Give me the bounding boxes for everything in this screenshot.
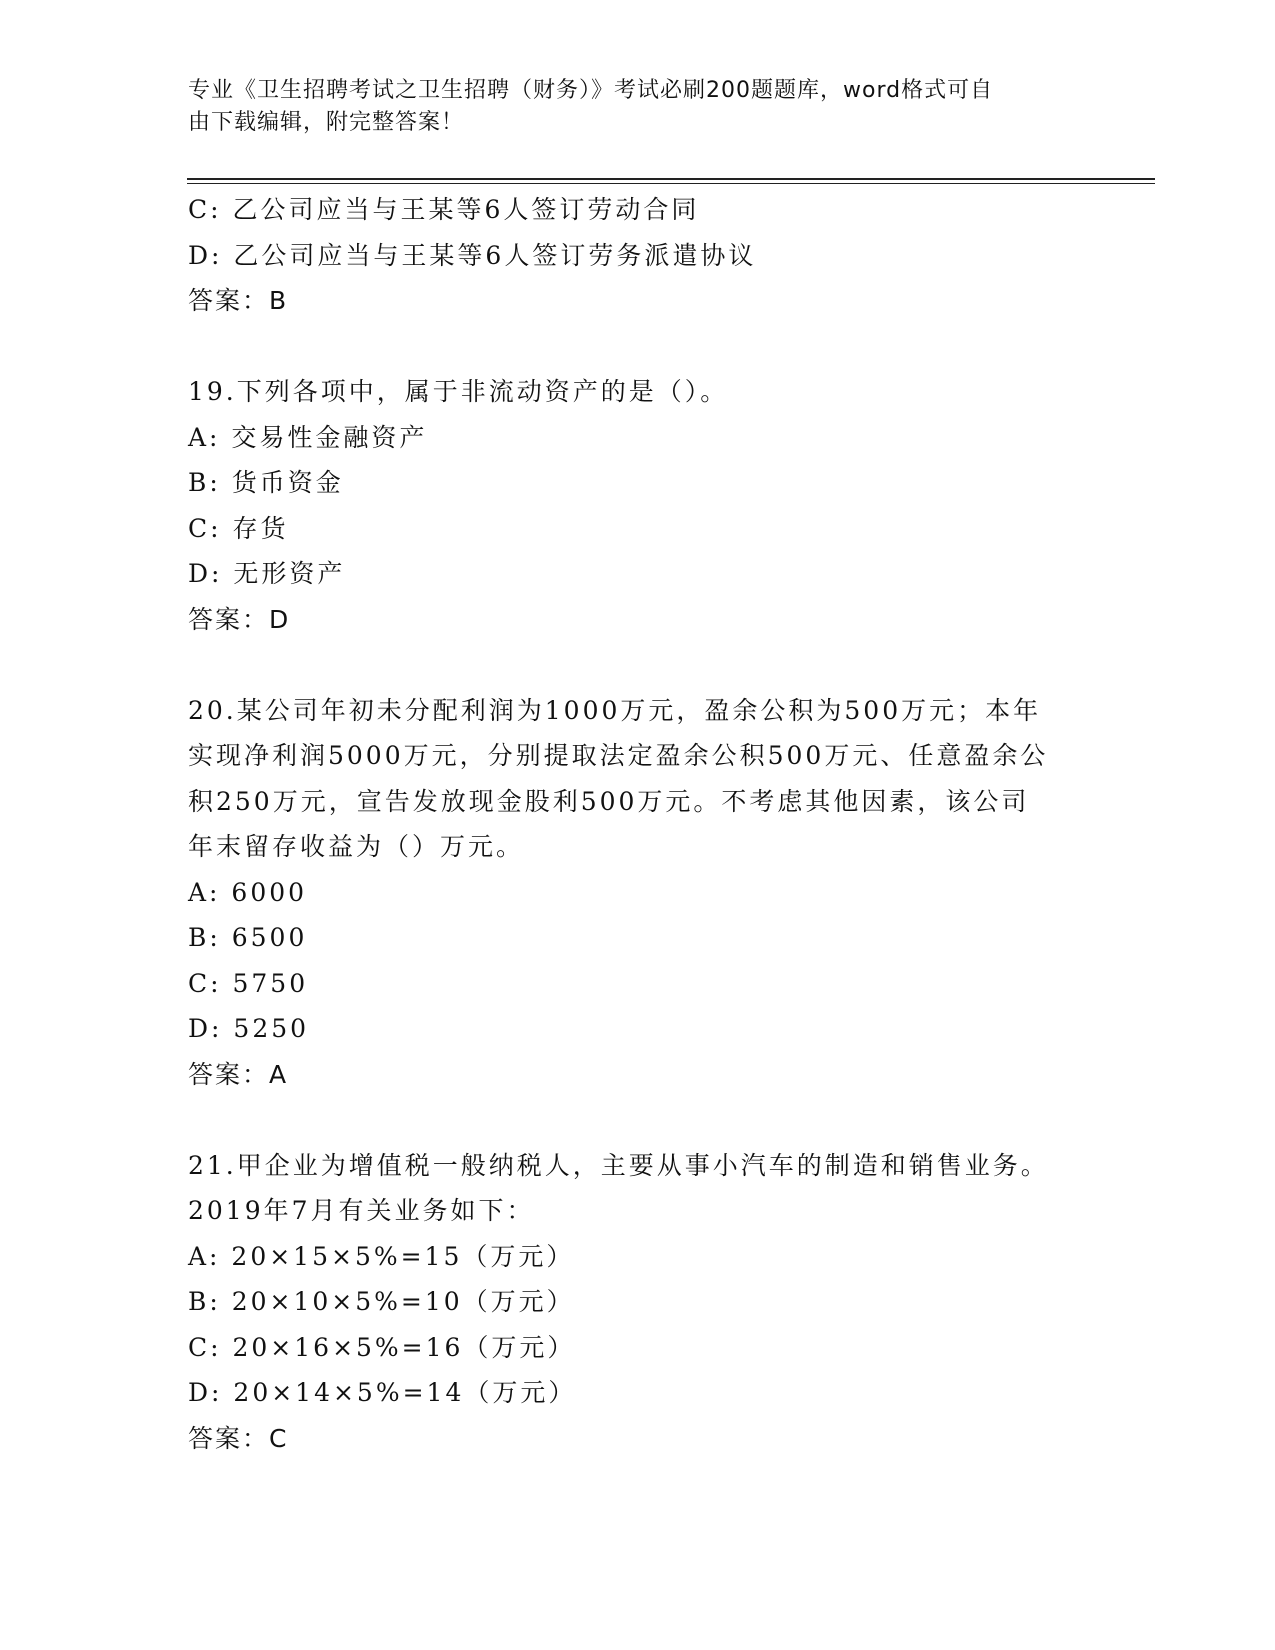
option-c: C: 20×16×5%=16（万元） — [188, 1332, 576, 1362]
option-a: A: 交易性金融资产 — [188, 422, 428, 452]
option-c: C: 5750 — [188, 968, 309, 998]
document-header — [188, 75, 1068, 139]
question-18 — [188, 187, 1088, 324]
question-stem: 积250万元，宣告发放现金股利500万元。不考虑其他因素，该公司 — [188, 786, 1030, 816]
answer-line: 答案：C — [188, 1423, 289, 1453]
question-19 — [188, 369, 1088, 642]
option-c: C: 乙公司应当与王某等6人签订劳动合同 — [188, 195, 700, 224]
answer-line: 答案：A — [188, 1059, 289, 1089]
question-stem: 20.某公司年初未分配利润为1000万元，盈余公积为500万元；本年 — [188, 695, 1042, 725]
document-body — [188, 187, 1088, 1461]
option-d: D: 乙公司应当与王某等6人签订劳务派遣协议 — [188, 240, 757, 270]
question-stem: 2019年7月有关业务如下： — [188, 1196, 535, 1225]
option-d: D: 5250 — [188, 1014, 310, 1043]
question-stem: 实现净利润5000万元，分别提取法定盈余公积500万元、任意盈余公 — [188, 741, 1049, 770]
header-line: 由下载编辑，附完整答案！ — [188, 110, 465, 135]
header-divider-thin — [187, 183, 1155, 184]
question-21 — [188, 1143, 1088, 1462]
question-stem: 19.下列各项中，属于非流动资产的是（）。 — [188, 377, 729, 406]
option-b: B: 货币资金 — [188, 468, 344, 497]
header-line: 专业《卫生招聘考试之卫生招聘（财务）》考试必刷200题题库，word格式可自 — [188, 78, 994, 103]
option-d: D: 20×14×5%=14（万元） — [188, 1378, 577, 1407]
option-b: B: 6500 — [188, 923, 308, 952]
option-d: D: 无形资产 — [188, 559, 346, 588]
option-a: A: 6000 — [188, 877, 308, 907]
option-a: A: 20×15×5%=15（万元） — [188, 1241, 575, 1271]
option-c: C: 存货 — [188, 513, 289, 543]
answer-line: 答案：B — [188, 286, 289, 315]
answer-line: 答案：D — [188, 604, 291, 634]
question-stem: 21.甲企业为增值税一般纳税人，主要从事小汽车的制造和销售业务。 — [188, 1150, 1049, 1180]
question-stem: 年末留存收益为（）万元。 — [188, 832, 525, 861]
question-20 — [188, 688, 1088, 1098]
header-divider — [187, 178, 1155, 180]
option-b: B: 20×10×5%=10（万元） — [188, 1287, 575, 1316]
